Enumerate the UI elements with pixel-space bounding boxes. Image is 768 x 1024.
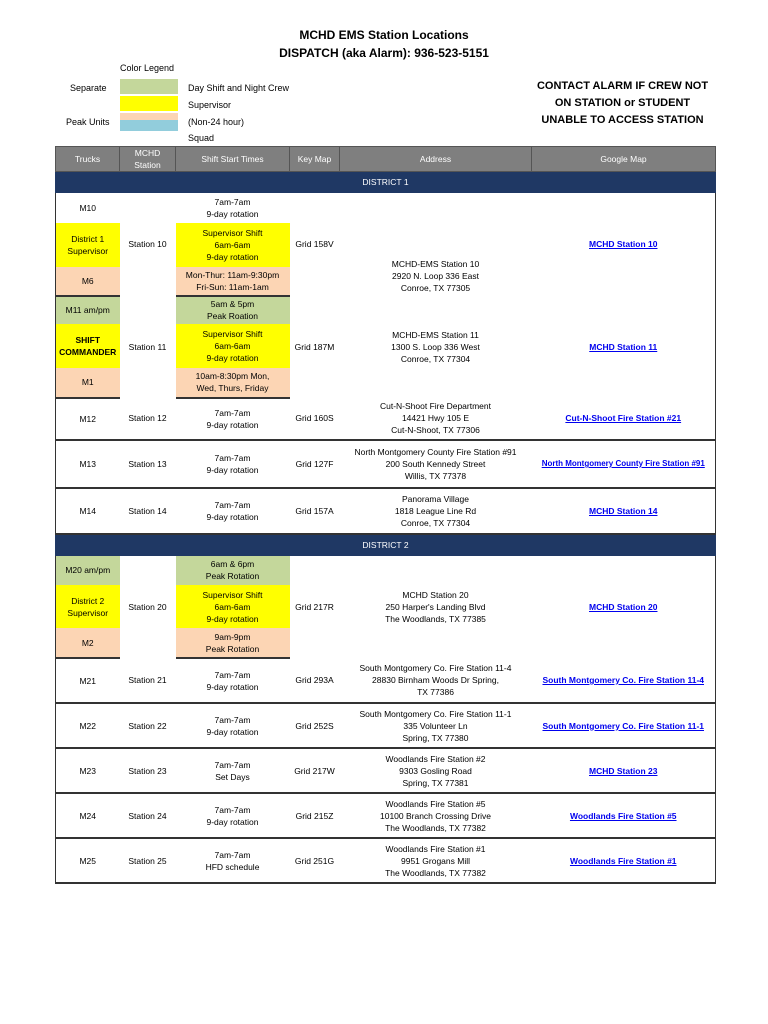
cell-line: District 2 — [71, 595, 105, 606]
station-cell: Station 20 — [128, 601, 167, 612]
cell-line: 7am-7am — [214, 669, 251, 680]
cell-line: 6am & 6pm — [210, 559, 255, 570]
truck-cell: M11 am/pm — [56, 296, 120, 324]
col-header-keymap: Key Map — [290, 147, 340, 172]
shift-cell — [176, 748, 290, 793]
cell-line: Woodlands Fire Station #1 — [385, 843, 486, 854]
cell-line: 28830 Birnham Woods Dr Spring, — [372, 675, 499, 685]
address-cell — [340, 703, 532, 748]
cell-line: 6am-6am — [214, 601, 251, 612]
district-header — [56, 172, 716, 193]
page-title: MCHD EMS Station Locations — [299, 28, 469, 42]
cell-line: Cut-N-Shoot Fire Department — [379, 401, 491, 411]
shift-cell — [176, 324, 290, 368]
shift-cell — [176, 658, 290, 703]
cell-line: Peak Roation — [206, 311, 259, 321]
cell-line: 7am-7am — [214, 804, 251, 815]
address-cell — [340, 838, 532, 883]
table-row — [56, 838, 716, 883]
cell-line: MCHD Station 20 — [402, 589, 469, 600]
address-cell — [340, 296, 532, 398]
address-cell — [340, 440, 532, 488]
col-header-station: MCHD Station — [120, 147, 176, 172]
cell-line: Supervisor — [67, 245, 109, 256]
legend-item: Supervisor — [188, 100, 232, 110]
keymap-cell: Grid 160S — [290, 398, 340, 440]
station-cell: Station 24 — [120, 793, 176, 838]
google-map-link[interactable]: MCHD Station 14 — [589, 505, 658, 516]
cell-line: Mon-Thur: 11am-9:30pm — [185, 269, 280, 280]
truck-cell: M1 — [56, 368, 120, 398]
cell-line: 7am-7am — [214, 452, 251, 463]
cell-line: North Montgomery County Fire Station #91 — [354, 446, 517, 457]
truck-cell: M22 — [56, 703, 120, 748]
keymap-cell: Grid 157A — [290, 488, 340, 534]
col-header-address: Address — [340, 147, 532, 172]
google-map-cell — [532, 838, 716, 883]
cell-line: Conroe, TX 77304 — [400, 353, 471, 364]
table-row — [56, 658, 716, 703]
address-cell — [340, 748, 532, 793]
cell-line: 250 Harper's Landing Blvd — [385, 601, 486, 612]
google-map-cell — [532, 793, 716, 838]
cell-line: Supervisor Shift — [202, 227, 263, 238]
google-map-link[interactable]: Cut-N-Shoot Fire Station #21 — [565, 413, 682, 423]
district-header — [56, 534, 716, 556]
legend-peak-units-label: Peak Units — [66, 117, 110, 127]
cell-line: MCHD-EMS Station 11 — [392, 329, 479, 340]
google-map-cell — [532, 398, 716, 440]
cell-line: Panorama Village — [402, 493, 469, 504]
supervisor-cell — [56, 585, 120, 628]
cell-line: 335 Volunteer Ln — [403, 720, 468, 731]
google-map-cell — [532, 296, 716, 398]
address-cell — [340, 488, 532, 534]
truck-cell: M13 — [56, 440, 120, 488]
keymap-cell: Grid 251G — [290, 838, 340, 883]
dispatch-phone: DISPATCH (aka Alarm): 936-523-5151 — [279, 46, 489, 60]
cell-line: Supervisor Shift — [202, 328, 263, 339]
address-cell — [340, 193, 532, 296]
cell-line: 9-day rotation — [206, 613, 259, 624]
contact-line: UNABLE TO ACCESS STATION — [541, 114, 704, 126]
cell-line: Supervisor — [67, 607, 109, 618]
cell-line: SHIFT — [75, 334, 101, 345]
keymap-cell: Grid 215Z — [290, 793, 340, 838]
cell-line: 9-day rotation — [206, 464, 259, 475]
table-row — [56, 296, 716, 324]
keymap-cell: Grid 127F — [290, 440, 340, 488]
google-map-cell — [532, 193, 716, 296]
contact-line: ON STATION or STUDENT — [554, 97, 691, 109]
address-cell — [340, 398, 532, 440]
truck-cell: M2 — [56, 628, 120, 658]
cell-line: District 1 — [71, 233, 105, 244]
station-cell: Station 11 — [128, 341, 167, 352]
address-cell — [340, 793, 532, 838]
keymap-cell: Grid 187M — [294, 341, 335, 352]
shift-cell — [176, 296, 290, 324]
cell-line: 9-day rotation — [206, 681, 259, 692]
cell-line: Spring, TX 77380 — [402, 732, 469, 743]
cell-line: 2920 N. Loop 336 East — [392, 270, 479, 281]
legend-heading: Color Legend — [120, 63, 175, 73]
cell-line: 1818 League Line Rd — [394, 505, 477, 516]
legend-item: Day Shift and Night Crew — [188, 83, 290, 93]
google-map-link[interactable]: MCHD Station 23 — [589, 765, 658, 776]
cell-line: TX 77386 — [417, 687, 454, 697]
cell-line: Conroe, TX 77305 — [400, 282, 471, 293]
google-map-cell — [532, 703, 716, 748]
table-row — [56, 488, 716, 534]
cell-line: Set Days — [215, 771, 250, 782]
cell-line: 9-day rotation — [206, 419, 259, 430]
cell-line: HFD schedule — [205, 861, 260, 872]
google-map-link[interactable]: Woodlands Fire Station #1 — [569, 855, 677, 866]
google-map-cell — [532, 440, 716, 488]
address-cell — [340, 658, 532, 703]
truck-cell: M10 — [56, 193, 120, 223]
station-cell: Station 25 — [120, 838, 176, 883]
station-cell: Station 14 — [120, 488, 176, 534]
cell-line: 7am-7am — [214, 759, 251, 770]
cell-line: 9-day rotation — [206, 352, 259, 363]
cell-line: Conroe, TX 77304 — [400, 517, 471, 528]
station-table — [55, 146, 716, 884]
shift-cell — [176, 488, 290, 534]
shift-cell — [176, 838, 290, 883]
google-map-link[interactable]: South Montgomery Co. Fire Station 11-4 — [542, 675, 704, 685]
google-map-cell — [532, 488, 716, 534]
keymap-cell: Grid 158V — [295, 239, 334, 250]
contact-line: CONTACT ALARM IF CREW NOT — [536, 80, 709, 92]
legend-item: Squad — [188, 133, 215, 143]
station-cell: Station 22 — [120, 703, 176, 748]
cell-line: COMMANDER — [59, 346, 117, 357]
station-cell: Station 13 — [120, 440, 176, 488]
cell-line: Supervisor Shift — [202, 589, 263, 600]
google-map-link[interactable]: Woodlands Fire Station #5 — [569, 810, 677, 821]
google-map-link[interactable]: South Montgomery Co. Fire Station 11-1 — [542, 720, 704, 731]
table-row — [56, 193, 716, 223]
cell-line: Woodlands Fire Station #5 — [385, 798, 486, 809]
cell-line: 10100 Branch Crossing Drive — [379, 810, 492, 821]
cell-line: Cut-N-Shoot, TX 77306 — [391, 425, 480, 435]
station-cell: Station 21 — [120, 658, 176, 703]
shift-cell — [176, 193, 290, 223]
table-row — [56, 440, 716, 488]
cell-line: South Montgomery Co. Fire Station 11-4 — [359, 663, 512, 673]
cell-line: 9303 Gosling Road — [399, 765, 472, 776]
cell-line: South Montgomery Co. Fire Station 11-1 — [359, 708, 512, 719]
cell-line: 6am-6am — [214, 340, 251, 351]
table-row — [56, 703, 716, 748]
cell-line: Peak Rotation — [205, 643, 260, 654]
station-cell: Station 10 — [128, 239, 167, 250]
cell-line: 9-day rotation — [206, 251, 259, 262]
cell-line: 9-day rotation — [206, 511, 259, 522]
station-cell: Station 23 — [120, 748, 176, 793]
cell-line: 7am-7am — [214, 499, 251, 510]
shift-cell — [176, 585, 290, 628]
google-map-link[interactable]: MCHD Station 20 — [589, 601, 658, 612]
cell-line: The Woodlands, TX 77385 — [385, 613, 486, 624]
table-row — [56, 793, 716, 838]
cell-line: 1300 S. Loop 336 West — [391, 341, 480, 352]
cell-line: The Woodlands, TX 77382 — [385, 867, 486, 878]
cell-line: 5am & 5pm — [210, 299, 255, 309]
district-label: DISTRICT 2 — [56, 534, 716, 556]
cell-line: 7am-7am — [214, 714, 251, 725]
cell-line: MCHD-EMS Station 10 — [391, 258, 480, 269]
shift-cell — [176, 703, 290, 748]
google-map-cell — [532, 658, 716, 703]
shift-cell — [176, 223, 290, 267]
station-cell: Station 12 — [120, 398, 176, 440]
google-map-cell — [532, 555, 716, 658]
truck-cell: M12 — [56, 398, 120, 440]
cell-line: Woodlands Fire Station #2 — [385, 753, 486, 764]
keymap-cell: Grid 293A — [290, 658, 340, 703]
truck-cell: M21 — [56, 658, 120, 703]
cell-line: 14421 Hwy 105 E — [401, 413, 470, 423]
truck-cell: M24 — [56, 793, 120, 838]
truck-cell: M23 — [56, 748, 120, 793]
cell-line: 6am-6am — [214, 239, 251, 250]
cell-line: 10am-8:30pm Mon, — [195, 371, 270, 381]
google-map-cell — [532, 748, 716, 793]
cell-line: Peak Rotation — [205, 571, 260, 582]
district-label: DISTRICT 1 — [56, 172, 716, 193]
google-map-link[interactable]: North Montgomery County Fire Station #91 — [541, 459, 705, 468]
address-cell — [340, 555, 532, 658]
cell-line: 7am-7am — [214, 196, 251, 207]
cell-line: Spring, TX 77381 — [402, 777, 469, 788]
shift-cell — [176, 555, 290, 585]
col-header-shift: Shift Start Times — [176, 147, 290, 172]
truck-cell: M25 — [56, 838, 120, 883]
legend-swatch-squad — [120, 120, 178, 131]
cell-line: Fri-Sun: 11am-1am — [196, 281, 269, 292]
shift-cell — [176, 440, 290, 488]
table-header-row — [56, 147, 716, 172]
shift-cell — [176, 267, 290, 296]
legend-swatch-day-night — [120, 79, 178, 94]
table-row — [56, 398, 716, 440]
keymap-cell: Grid 252S — [290, 703, 340, 748]
table-row — [56, 748, 716, 793]
cell-line: 7am-7am — [214, 849, 251, 860]
cell-line: 7am-7am — [214, 407, 251, 418]
legend-item: (Non-24 hour) — [188, 117, 245, 127]
contact-notice — [520, 78, 725, 129]
supervisor-cell — [56, 223, 120, 267]
cell-line: 9-day rotation — [206, 816, 259, 827]
table-row — [56, 555, 716, 585]
shift-cell — [176, 793, 290, 838]
cell-line: 200 South Kennedy Street — [385, 458, 486, 469]
shift-cell — [176, 628, 290, 658]
cell-line: 9am-9pm — [214, 631, 251, 642]
cell-line: Wed, Thurs, Friday — [196, 383, 269, 393]
keymap-cell: Grid 217R — [295, 601, 334, 612]
truck-cell: M14 — [56, 488, 120, 534]
cell-line: 9951 Grogans Mill — [401, 855, 470, 866]
google-map-link[interactable]: MCHD Station 11 — [589, 341, 658, 352]
cell-line: The Woodlands, TX 77382 — [385, 822, 486, 833]
keymap-cell: Grid 217W — [290, 748, 340, 793]
cell-line: Willis, TX 77378 — [404, 470, 467, 481]
legend-swatch-supervisor — [120, 96, 178, 111]
truck-cell: M20 am/pm — [56, 555, 120, 585]
truck-cell: M6 — [56, 267, 120, 296]
google-map-link[interactable]: MCHD Station 10 — [589, 239, 658, 250]
legend-separate-label: Separate — [70, 83, 107, 93]
supervisor-cell — [56, 324, 120, 368]
col-header-google-map: Google Map — [532, 147, 716, 172]
cell-line: 9-day rotation — [206, 726, 259, 737]
shift-cell — [176, 398, 290, 440]
shift-cell — [176, 368, 290, 398]
cell-line: 9-day rotation — [206, 208, 259, 219]
col-header-trucks: Trucks — [56, 147, 120, 172]
